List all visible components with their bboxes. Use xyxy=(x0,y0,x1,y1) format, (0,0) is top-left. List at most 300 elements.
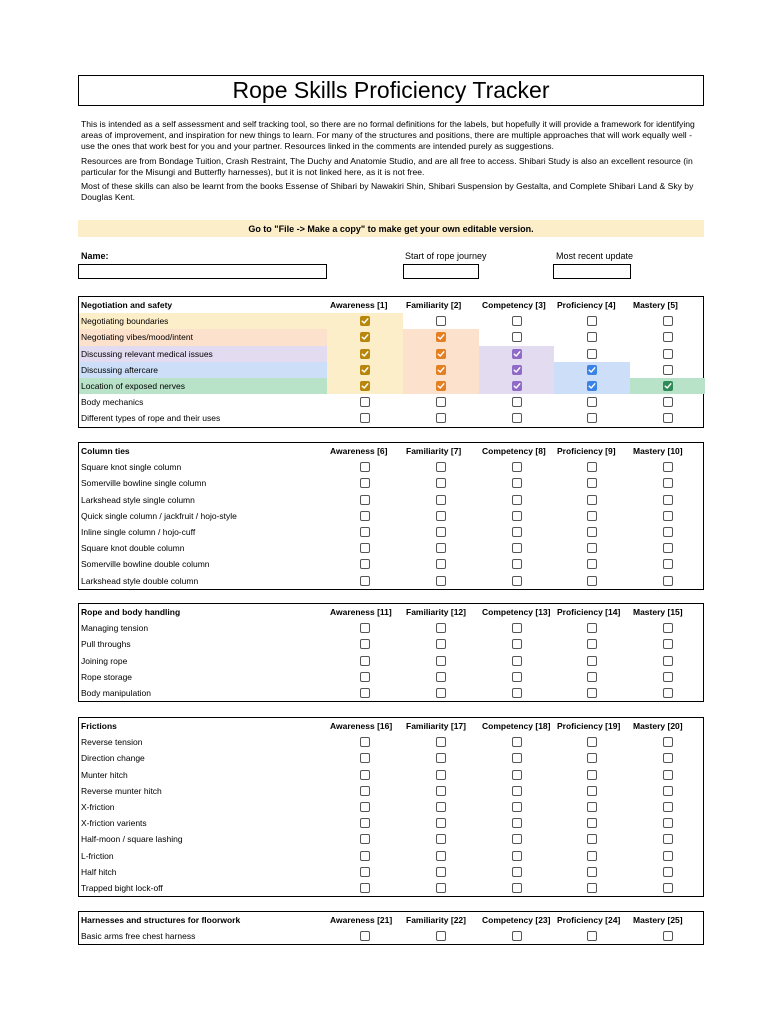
checkbox[interactable] xyxy=(512,737,522,747)
level-cell xyxy=(554,313,630,329)
level-cell xyxy=(403,394,479,410)
checkbox[interactable] xyxy=(512,316,522,326)
checkbox[interactable] xyxy=(587,478,597,488)
checkbox[interactable] xyxy=(360,802,370,812)
level-cell xyxy=(630,508,705,524)
checkbox[interactable] xyxy=(436,576,446,586)
checkbox[interactable] xyxy=(587,737,597,747)
skill-row xyxy=(79,880,703,896)
section-rope-and-body-handling xyxy=(78,603,704,702)
checkbox[interactable] xyxy=(587,851,597,861)
level-header: Proficiency [24] xyxy=(557,915,621,926)
checkbox[interactable] xyxy=(436,559,446,569)
checkmark-icon xyxy=(361,333,369,341)
skill-row xyxy=(79,620,703,636)
level-cell xyxy=(403,767,479,783)
level-cell xyxy=(554,880,630,896)
skill-name: Half-moon / square lashing xyxy=(81,834,183,845)
level-cell xyxy=(554,815,630,831)
skill-row xyxy=(79,329,703,345)
checkbox[interactable] xyxy=(512,623,522,633)
checkbox[interactable] xyxy=(512,495,522,505)
level-cell xyxy=(630,669,705,685)
checkbox[interactable] xyxy=(512,511,522,521)
checkbox[interactable] xyxy=(436,770,446,780)
level-cell xyxy=(479,346,554,362)
level-header: Mastery [10] xyxy=(633,446,683,457)
checkbox[interactable] xyxy=(360,462,370,472)
checkbox[interactable] xyxy=(512,770,522,780)
level-cell xyxy=(630,475,705,491)
level-cell xyxy=(630,848,705,864)
checkbox[interactable] xyxy=(436,639,446,649)
checkbox[interactable] xyxy=(360,639,370,649)
checkbox[interactable] xyxy=(587,639,597,649)
skill-row xyxy=(79,636,703,652)
checkbox[interactable] xyxy=(360,495,370,505)
checkbox[interactable] xyxy=(436,786,446,796)
checkbox[interactable] xyxy=(512,543,522,553)
checkbox[interactable] xyxy=(663,672,673,682)
skill-row xyxy=(79,685,703,701)
level-cell xyxy=(630,831,705,847)
level-cell xyxy=(403,524,479,540)
checkbox-checked[interactable] xyxy=(360,332,370,342)
checkmark-icon xyxy=(588,382,596,390)
checkbox[interactable] xyxy=(663,639,673,649)
checkbox[interactable] xyxy=(587,495,597,505)
checkbox[interactable] xyxy=(587,770,597,780)
checkbox[interactable] xyxy=(436,397,446,407)
level-header: Familiarity [22] xyxy=(406,915,466,926)
checkbox[interactable] xyxy=(587,867,597,877)
checkbox[interactable] xyxy=(360,786,370,796)
checkbox[interactable] xyxy=(512,462,522,472)
checkbox-checked[interactable] xyxy=(512,381,522,391)
checkbox[interactable] xyxy=(587,883,597,893)
checkbox[interactable] xyxy=(436,672,446,682)
level-cell xyxy=(630,556,705,572)
level-cell xyxy=(554,378,630,394)
level-cell xyxy=(403,329,479,345)
level-cell xyxy=(554,346,630,362)
checkbox[interactable] xyxy=(512,688,522,698)
checkbox[interactable] xyxy=(512,527,522,537)
level-cell xyxy=(554,508,630,524)
checkbox[interactable] xyxy=(512,931,522,941)
skill-row xyxy=(79,492,703,508)
level-cell xyxy=(554,362,630,378)
checkbox[interactable] xyxy=(663,559,673,569)
checkbox[interactable] xyxy=(663,737,673,747)
checkbox[interactable] xyxy=(663,543,673,553)
checkmark-icon xyxy=(361,350,369,358)
checkbox[interactable] xyxy=(360,559,370,569)
checkbox-checked[interactable] xyxy=(512,365,522,375)
level-cell xyxy=(479,848,554,864)
skill-name: Negotiating vibes/mood/intent xyxy=(79,329,327,345)
checkbox[interactable] xyxy=(512,883,522,893)
checkbox[interactable] xyxy=(360,931,370,941)
checkbox[interactable] xyxy=(587,527,597,537)
checkbox[interactable] xyxy=(360,672,370,682)
checkbox[interactable] xyxy=(587,834,597,844)
checkbox[interactable] xyxy=(663,527,673,537)
level-cell xyxy=(630,864,705,880)
level-cell xyxy=(554,928,630,944)
level-cell xyxy=(554,848,630,864)
level-cell xyxy=(327,783,403,799)
checkbox[interactable] xyxy=(663,462,673,472)
checkbox[interactable] xyxy=(436,737,446,747)
checkbox[interactable] xyxy=(360,543,370,553)
checkbox[interactable] xyxy=(663,818,673,828)
checkbox[interactable] xyxy=(663,770,673,780)
level-cell xyxy=(630,573,705,589)
checkbox[interactable] xyxy=(512,413,522,423)
checkbox[interactable] xyxy=(512,802,522,812)
checkbox[interactable] xyxy=(663,883,673,893)
checkbox[interactable] xyxy=(436,413,446,423)
checkbox-checked[interactable] xyxy=(587,381,597,391)
checkmark-icon xyxy=(437,333,445,341)
checkbox-checked[interactable] xyxy=(436,332,446,342)
checkbox[interactable] xyxy=(663,332,673,342)
level-cell xyxy=(403,636,479,652)
checkbox[interactable] xyxy=(663,413,673,423)
section-title: Column ties xyxy=(81,446,130,457)
skill-row xyxy=(79,313,703,329)
checkbox[interactable] xyxy=(436,478,446,488)
checkbox-checked[interactable] xyxy=(436,349,446,359)
level-header: Mastery [15] xyxy=(633,607,683,618)
skill-name: Pull throughs xyxy=(81,639,131,650)
skill-row xyxy=(79,783,703,799)
checkmark-icon xyxy=(437,382,445,390)
checkbox-checked[interactable] xyxy=(360,365,370,375)
level-cell xyxy=(554,556,630,572)
checkbox[interactable] xyxy=(587,786,597,796)
level-cell xyxy=(479,750,554,766)
checkbox[interactable] xyxy=(360,527,370,537)
skill-name: Square knot double column xyxy=(81,543,185,554)
level-cell xyxy=(403,864,479,880)
checkbox[interactable] xyxy=(436,753,446,763)
level-cell xyxy=(554,653,630,669)
level-cell xyxy=(403,313,479,329)
skill-row xyxy=(79,475,703,491)
level-cell xyxy=(327,410,403,426)
skill-name: Larkshead style single column xyxy=(81,494,195,505)
level-cell xyxy=(327,815,403,831)
checkbox[interactable] xyxy=(663,802,673,812)
level-cell xyxy=(554,831,630,847)
checkbox[interactable] xyxy=(512,834,522,844)
level-cell xyxy=(479,767,554,783)
checkbox[interactable] xyxy=(587,559,597,569)
checkbox[interactable] xyxy=(360,511,370,521)
level-cell xyxy=(479,508,554,524)
intro-paragraph: Resources are from Bondage Tuition, Crash Restraint, The Duchy and Anatomie Studio, and are all free to access. Shibari Study is also an excellent resource (in particular for the Misungi and Butterfly harnesses), but it is not linked here, as it is not free. xyxy=(81,155,693,177)
checkbox[interactable] xyxy=(360,656,370,666)
checkbox[interactable] xyxy=(436,656,446,666)
checkbox[interactable] xyxy=(436,623,446,633)
skill-row xyxy=(79,653,703,669)
level-header: Proficiency [4] xyxy=(557,300,616,311)
checkbox-checked[interactable] xyxy=(360,316,370,326)
level-cell xyxy=(479,329,554,345)
level-cell xyxy=(630,685,705,701)
skill-name: X-friction xyxy=(81,802,115,813)
level-cell xyxy=(554,685,630,701)
checkbox[interactable] xyxy=(663,349,673,359)
checkbox[interactable] xyxy=(587,931,597,941)
checkbox[interactable] xyxy=(436,543,446,553)
level-cell xyxy=(403,799,479,815)
checkbox[interactable] xyxy=(436,851,446,861)
level-cell xyxy=(479,410,554,426)
checkbox[interactable] xyxy=(360,397,370,407)
checkbox[interactable] xyxy=(587,688,597,698)
level-cell xyxy=(630,410,705,426)
checkbox[interactable] xyxy=(360,851,370,861)
checkbox[interactable] xyxy=(663,656,673,666)
level-header: Competency [23] xyxy=(482,915,551,926)
level-cell xyxy=(630,750,705,766)
checkbox[interactable] xyxy=(587,397,597,407)
start-date-label: Start of rope journey xyxy=(405,251,487,261)
level-header: Familiarity [2] xyxy=(406,300,462,311)
skill-name: Direction change xyxy=(81,753,145,764)
checkbox[interactable] xyxy=(360,867,370,877)
level-cell xyxy=(403,815,479,831)
checkbox[interactable] xyxy=(360,576,370,586)
skill-row xyxy=(79,346,703,362)
level-cell xyxy=(479,636,554,652)
checkbox[interactable] xyxy=(360,688,370,698)
level-cell xyxy=(554,394,630,410)
level-cell xyxy=(630,653,705,669)
checkbox[interactable] xyxy=(360,413,370,423)
skill-row xyxy=(79,540,703,556)
checkbox[interactable] xyxy=(360,737,370,747)
skill-name: Somerville bowline double column xyxy=(81,559,210,570)
checkbox[interactable] xyxy=(587,656,597,666)
checkbox[interactable] xyxy=(360,883,370,893)
section-header xyxy=(79,718,703,734)
checkbox[interactable] xyxy=(663,834,673,844)
skill-name: Munter hitch xyxy=(81,769,128,780)
skill-name: Somerville bowline single column xyxy=(81,478,207,489)
skill-row xyxy=(79,767,703,783)
checkbox[interactable] xyxy=(663,316,673,326)
checkbox[interactable] xyxy=(587,511,597,521)
level-cell xyxy=(554,799,630,815)
checkbox[interactable] xyxy=(587,332,597,342)
checkbox[interactable] xyxy=(436,527,446,537)
checkbox[interactable] xyxy=(360,753,370,763)
checkbox[interactable] xyxy=(663,495,673,505)
checkbox-checked[interactable] xyxy=(360,349,370,359)
name-field[interactable] xyxy=(78,264,327,279)
checkbox[interactable] xyxy=(663,851,673,861)
checkbox[interactable] xyxy=(512,818,522,828)
checkbox[interactable] xyxy=(587,543,597,553)
intro-paragraph: Most of these skills can also be learnt from the books Essense of Shibari by Nawakiri Shin, Shibari Suspension by Gestalta, and Complete Shibari Land & Sky by Douglas Kent. xyxy=(81,181,694,203)
section-header xyxy=(79,912,703,928)
skill-row xyxy=(79,508,703,524)
level-cell xyxy=(479,475,554,491)
level-cell xyxy=(479,524,554,540)
checkbox[interactable] xyxy=(663,397,673,407)
level-cell xyxy=(479,799,554,815)
level-header: Competency [8] xyxy=(482,446,546,457)
level-cell xyxy=(479,880,554,896)
checkbox[interactable] xyxy=(512,753,522,763)
checkbox[interactable] xyxy=(587,802,597,812)
checkbox[interactable] xyxy=(436,834,446,844)
level-cell xyxy=(479,459,554,475)
checkbox[interactable] xyxy=(512,397,522,407)
skill-name: Discussing aftercare xyxy=(79,362,327,378)
checkmark-icon xyxy=(513,382,521,390)
level-header: Familiarity [12] xyxy=(406,607,466,618)
section-header xyxy=(79,443,703,459)
skill-name: Location of exposed nerves xyxy=(79,378,327,394)
skill-row xyxy=(79,750,703,766)
level-header: Awareness [21] xyxy=(330,915,393,926)
start-date-field[interactable] xyxy=(403,264,479,279)
level-cell xyxy=(403,573,479,589)
checkbox[interactable] xyxy=(587,349,597,359)
level-cell xyxy=(327,394,403,410)
level-cell xyxy=(327,653,403,669)
level-cell xyxy=(327,669,403,685)
level-cell xyxy=(327,378,403,394)
checkbox[interactable] xyxy=(663,623,673,633)
checkbox[interactable] xyxy=(587,623,597,633)
checkbox[interactable] xyxy=(436,316,446,326)
level-cell xyxy=(327,362,403,378)
checkbox[interactable] xyxy=(663,931,673,941)
checkbox[interactable] xyxy=(663,478,673,488)
checkbox-checked[interactable] xyxy=(663,381,673,391)
checkbox[interactable] xyxy=(512,786,522,796)
level-cell xyxy=(554,540,630,556)
level-cell xyxy=(327,750,403,766)
checkbox[interactable] xyxy=(436,883,446,893)
checkbox-checked[interactable] xyxy=(587,365,597,375)
checkbox[interactable] xyxy=(360,770,370,780)
skill-name: Larkshead style double column xyxy=(81,575,199,586)
checkbox[interactable] xyxy=(512,576,522,586)
checkbox[interactable] xyxy=(663,786,673,796)
level-cell xyxy=(630,799,705,815)
checkbox[interactable] xyxy=(360,834,370,844)
checkbox[interactable] xyxy=(587,672,597,682)
checkbox[interactable] xyxy=(587,413,597,423)
checkbox[interactable] xyxy=(512,332,522,342)
checkbox[interactable] xyxy=(587,753,597,763)
checkbox[interactable] xyxy=(512,867,522,877)
level-header: Awareness [11] xyxy=(330,607,392,618)
checkbox[interactable] xyxy=(512,478,522,488)
level-cell xyxy=(327,767,403,783)
checkbox[interactable] xyxy=(587,818,597,828)
skill-row xyxy=(79,848,703,864)
recent-update-field[interactable] xyxy=(553,264,631,279)
level-cell xyxy=(554,783,630,799)
checkbox[interactable] xyxy=(436,867,446,877)
checkbox[interactable] xyxy=(587,576,597,586)
checkbox[interactable] xyxy=(512,559,522,569)
checkbox-checked[interactable] xyxy=(436,365,446,375)
checkbox[interactable] xyxy=(436,931,446,941)
level-cell xyxy=(327,346,403,362)
level-cell xyxy=(479,362,554,378)
level-cell xyxy=(554,767,630,783)
checkbox[interactable] xyxy=(587,462,597,472)
level-cell xyxy=(479,540,554,556)
skill-row xyxy=(79,928,703,944)
level-cell xyxy=(327,329,403,345)
checkbox[interactable] xyxy=(663,753,673,763)
checkbox[interactable] xyxy=(436,462,446,472)
checkbox[interactable] xyxy=(360,623,370,633)
checkmark-icon xyxy=(513,366,521,374)
checkbox[interactable] xyxy=(663,576,673,586)
skill-name: Body manipulation xyxy=(81,688,151,699)
checkbox[interactable] xyxy=(436,495,446,505)
level-cell xyxy=(479,734,554,750)
level-cell xyxy=(479,653,554,669)
level-cell xyxy=(554,864,630,880)
level-cell xyxy=(554,329,630,345)
checkbox[interactable] xyxy=(436,688,446,698)
checkbox[interactable] xyxy=(663,365,673,375)
skill-row xyxy=(79,815,703,831)
level-cell xyxy=(403,880,479,896)
level-cell xyxy=(327,799,403,815)
checkbox[interactable] xyxy=(512,656,522,666)
level-cell xyxy=(327,636,403,652)
checkbox[interactable] xyxy=(436,818,446,828)
checkbox[interactable] xyxy=(663,688,673,698)
checkbox[interactable] xyxy=(436,802,446,812)
checkbox-checked[interactable] xyxy=(436,381,446,391)
checkbox[interactable] xyxy=(587,316,597,326)
checkbox-checked[interactable] xyxy=(360,381,370,391)
checkbox[interactable] xyxy=(360,818,370,828)
checkbox[interactable] xyxy=(512,672,522,682)
name-label: Name: xyxy=(81,251,109,261)
checkbox[interactable] xyxy=(360,478,370,488)
checkbox[interactable] xyxy=(663,511,673,521)
checkbox[interactable] xyxy=(512,851,522,861)
level-cell xyxy=(403,508,479,524)
checkmark-icon xyxy=(588,366,596,374)
checkbox[interactable] xyxy=(512,639,522,649)
checkbox-checked[interactable] xyxy=(512,349,522,359)
section-column-ties xyxy=(78,442,704,590)
level-cell xyxy=(327,685,403,701)
level-cell xyxy=(554,573,630,589)
skill-name: Rope storage xyxy=(81,671,133,682)
checkbox[interactable] xyxy=(663,867,673,877)
level-cell xyxy=(479,394,554,410)
level-cell xyxy=(630,767,705,783)
checkbox[interactable] xyxy=(436,511,446,521)
